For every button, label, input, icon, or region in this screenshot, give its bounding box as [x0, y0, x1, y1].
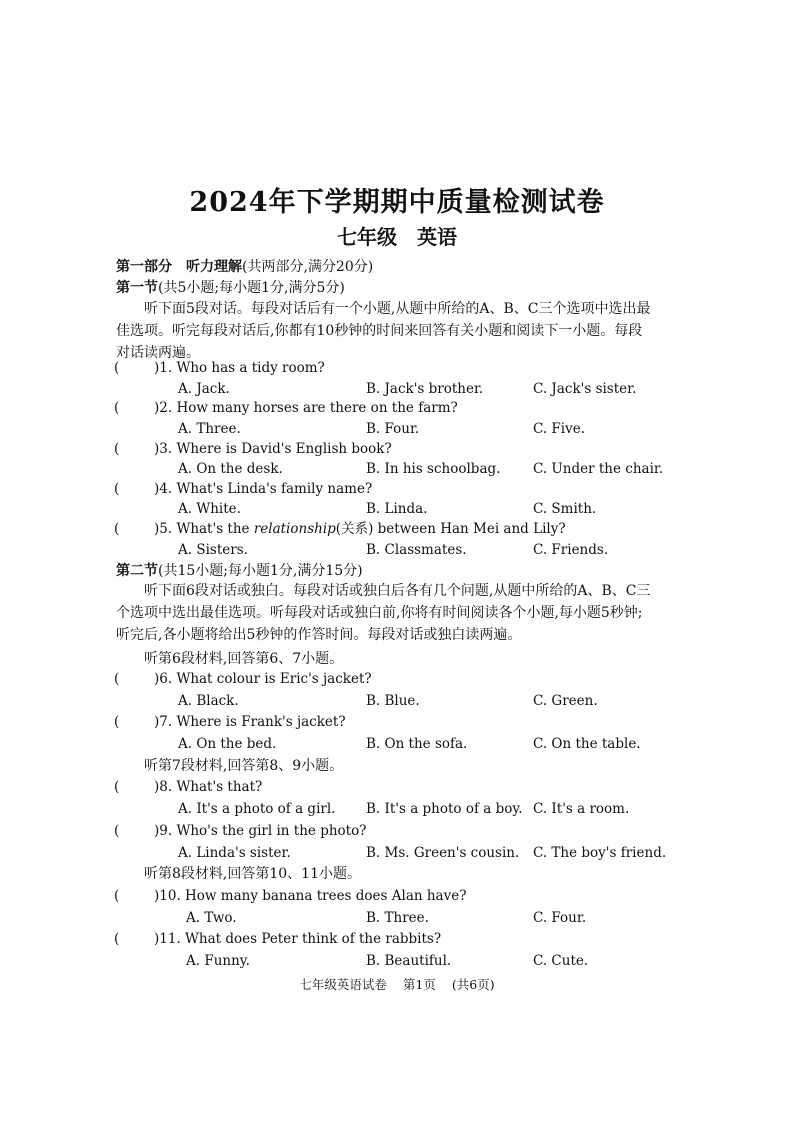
question-text-emphasis: relationship: [253, 521, 336, 537]
option-a: A. On the desk.: [178, 461, 283, 477]
option-a: A. Black.: [178, 693, 239, 709]
section1-heading: [116, 279, 345, 297]
option-b: B. Blue.: [366, 693, 420, 709]
section2-heading-note: (共15小题;每小题1分,满分15分): [158, 563, 363, 579]
question-text: )9. Who's the girl in the photo?: [154, 823, 367, 839]
section2-heading: [116, 562, 363, 580]
answer-paren[interactable]: (: [114, 671, 120, 687]
question-9: [114, 822, 366, 840]
option-a: A. Linda's sister.: [178, 845, 291, 861]
option-c: C. Jack's sister.: [533, 381, 637, 397]
page-footer: [0, 975, 794, 993]
section1-heading-note: (共5小题;每小题1分,满分5分): [158, 280, 345, 296]
option-a: A. Sisters.: [178, 542, 248, 558]
question-text: )4. What's Linda's family name?: [154, 481, 373, 497]
option-b: B. Classmates.: [366, 542, 467, 558]
option-a: A. Two.: [186, 910, 237, 926]
question-text: )1. Who has a tidy room?: [154, 360, 325, 376]
question-text: )2. How many horses are there on the farm?: [154, 400, 458, 416]
option-c: C. The boy's friend.: [533, 845, 667, 861]
question-4: [114, 480, 372, 498]
option-b: B. Three.: [366, 910, 429, 926]
question-3: [114, 440, 392, 458]
question-text: )10. How many banana trees does Alan have?: [154, 888, 467, 904]
answer-paren[interactable]: (: [114, 360, 120, 376]
listening-prompt-6: 听第6段材料,回答第6、7小题。: [144, 651, 344, 667]
question-2: [114, 399, 458, 417]
footer-page-total: (共6页): [451, 977, 495, 992]
option-a: A. Funny.: [186, 953, 250, 969]
question-5: [114, 520, 566, 538]
answer-paren[interactable]: (: [114, 779, 120, 795]
option-b: B. In his schoolbag.: [366, 461, 501, 477]
answer-paren[interactable]: (: [114, 714, 120, 730]
question-text-pre: )5. What's the: [154, 521, 254, 537]
option-b: B. Jack's brother.: [366, 381, 484, 397]
question-text-post: (关系) between Han Mei and Lily?: [335, 521, 566, 537]
exam-title: 2024年下学期期中质量检测试卷: [189, 187, 605, 218]
option-b: B. Linda.: [366, 501, 428, 517]
exam-subtitle: 七年级 英语: [337, 225, 457, 249]
answer-paren[interactable]: (: [114, 521, 120, 537]
question-text: )7. Where is Frank's jacket?: [154, 714, 346, 730]
option-c: C. It's a room.: [533, 801, 630, 817]
part1-heading-bold: 第一部分 听力理解: [116, 259, 242, 275]
option-b: B. It's a photo of a boy.: [366, 801, 523, 817]
question-text: )8. What's that?: [154, 779, 263, 795]
question-text: )6. What colour is Eric's jacket?: [154, 671, 372, 687]
question-1: [114, 359, 325, 377]
section1-heading-bold: 第一节: [116, 280, 158, 296]
answer-paren[interactable]: (: [114, 931, 120, 947]
question-text: )11. What does Peter think of the rabbits?: [154, 931, 442, 947]
option-b: B. On the sofa.: [366, 736, 468, 752]
answer-paren[interactable]: (: [114, 888, 120, 904]
answer-paren[interactable]: (: [114, 441, 120, 457]
option-a: A. Three.: [178, 421, 241, 437]
footer-doc-name: 七年级英语试卷: [299, 977, 387, 992]
answer-paren[interactable]: (: [114, 400, 120, 416]
option-c: C. Cute.: [533, 953, 589, 969]
option-a: A. White.: [178, 501, 241, 517]
option-c: C. Green.: [533, 693, 598, 709]
option-a: A. It's a photo of a girl.: [178, 801, 336, 817]
part1-heading-note: (共两部分,满分20分): [242, 259, 374, 275]
option-a: A. On the bed.: [178, 736, 277, 752]
option-c: C. Four.: [533, 910, 587, 926]
option-a: A. Jack.: [178, 381, 230, 397]
question-11: [114, 930, 441, 948]
option-b: B. Ms. Green's cousin.: [366, 845, 520, 861]
option-b: B. Four.: [366, 421, 420, 437]
answer-paren[interactable]: (: [114, 823, 120, 839]
question-text: )3. Where is David's English book?: [154, 441, 392, 457]
section2-heading-bold: 第二节: [116, 563, 158, 579]
option-b: B. Beautiful.: [366, 953, 452, 969]
question-10: [114, 887, 466, 905]
question-8: [114, 778, 262, 796]
option-c: C. Under the chair.: [533, 461, 664, 477]
part1-heading: [116, 258, 373, 276]
answer-paren[interactable]: (: [114, 481, 120, 497]
listening-prompt-8: 听第8段材料,回答第10、11小题。: [144, 866, 361, 882]
question-7: [114, 713, 346, 731]
footer-page-number: 第1页: [402, 977, 436, 992]
option-c: C. Smith.: [533, 501, 597, 517]
option-c: C. Five.: [533, 421, 586, 437]
option-c: C. Friends.: [533, 542, 609, 558]
section1-instruction: 听下面5段对话。每段对话后有一个小题,从题中所给的A、B、C三个选项中选出最佳选项。听完每段对话后,你都有10秒钟的时间来回答有关小题和阅读下一小题。每段对话读两遍。: [116, 301, 651, 361]
listening-prompt-7: 听第7段材料,回答第8、9小题。: [144, 758, 344, 774]
question-6: [114, 670, 372, 688]
option-c: C. On the table.: [533, 736, 641, 752]
section2-instruction: 听下面6段对话或独白。每段对话或独白后各有几个问题,从题中所给的A、B、C三个选项中选出最佳选项。听每段对话或独白前,你将有时间阅读各个小题,每小题5秒钟;听完后,各小题将给出5秒钟的作答时间。每段对话或独白读两遍。: [116, 583, 651, 643]
